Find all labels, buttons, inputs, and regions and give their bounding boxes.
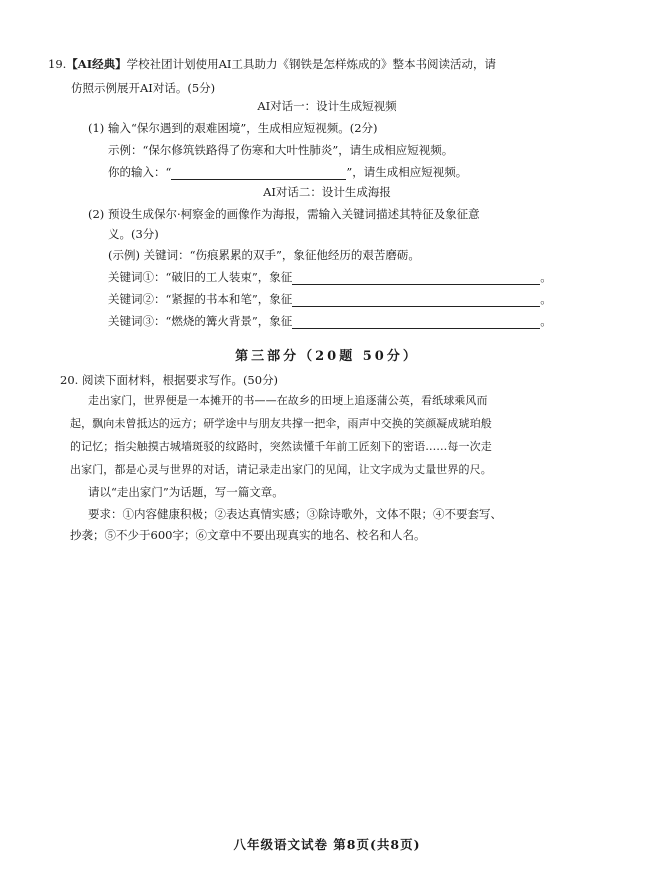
q19-stem-line1 <box>48 56 496 72</box>
dialog2-title: AI对话二：设计生成海报 <box>263 185 391 199</box>
q19-stem-text: 学校社团计划使用AI工具助力《钢铁是怎样炼成的》整本书阅读活动，请 <box>126 57 496 71</box>
q20-requirements-line1: 要求：①内容健康积极；②表达真情实感；③除诗歌外，文体不限；④不要套写、 <box>88 507 502 521</box>
keyword-prefix: 关键词③：“燃烧的篝火背景”，象征 <box>108 314 293 328</box>
material-line-4: 出家门，都是心灵与世界的对话，请记录走出家门的见闻，让文字成为丈量世界的尺。 <box>70 463 492 476</box>
material-line-3: 的记忆；指尖触摸古城墙斑驳的纹路时，突然读懂千年前工匠刻下的密语……每一次走 <box>70 440 492 453</box>
keyword-line-1 <box>108 269 552 285</box>
section3-title: 第三部分（20题 50分） <box>235 349 419 364</box>
q19-part1-input-line <box>108 164 467 180</box>
q20-instruction: 请以“走出家门”为话题，写一篇文章。 <box>88 485 284 499</box>
q19-part2-example: (示例) 关键词：“伤痕累累的双手”，象征他经历的艰苦磨砺。 <box>108 248 420 262</box>
keyword-suffix: 。 <box>540 292 552 306</box>
q20-requirements-line2: 抄袭；⑤不少于600字；⑥文章中不要出现真实的地名、校名和人名。 <box>70 528 426 542</box>
answer-blank-2[interactable] <box>292 272 540 285</box>
q19-part1-line1: (1) 输入“保尔遇到的艰难困境”，生成相应短视频。(2分) <box>88 121 378 135</box>
dialog1-title: AI对话一：设计生成短视频 <box>257 99 397 113</box>
q19-part2-line1: (2) 预设生成保尔·柯察金的画像作为海报，需输入关键词描述其特征及象征意 <box>88 207 480 221</box>
keyword-line-3 <box>108 313 552 329</box>
q19-part1-input-prefix: 你的输入：“ <box>108 165 172 179</box>
keyword-suffix: 。 <box>540 314 552 328</box>
q19-stem-line2: 仿照示例展开AI对话。(5分) <box>71 81 216 95</box>
q19-number: 19. <box>48 57 67 71</box>
q20-stem: 20. 阅读下面材料，根据要求写作。(50分) <box>60 373 279 387</box>
keyword-prefix: 关键词①：“破旧的工人装束”，象征 <box>108 270 293 284</box>
q19-part1-example: 示例：“保尔修筑铁路得了伤寒和大叶性肺炎”，请生成相应短视频。 <box>108 143 454 157</box>
material-line-1: 走出家门，世界便是一本摊开的书——在故乡的田埂上追逐蒲公英，看纸球乘风而 <box>88 394 488 407</box>
material-line-2: 起，飘向未曾抵达的远方；研学途中与朋友共撑一把伞，雨声中交换的笑颜凝成琥珀般 <box>70 417 492 430</box>
q19-part1-input-suffix: ”，请生成相应短视频。 <box>346 165 468 179</box>
answer-blank-1[interactable] <box>171 167 346 180</box>
answer-blank-3[interactable] <box>292 294 540 307</box>
keyword-suffix: 。 <box>540 270 552 284</box>
keyword-prefix: 关键词②：“紧握的书本和笔”，象征 <box>108 292 293 306</box>
keyword-line-2 <box>108 291 552 307</box>
page-footer: 八年级语文试卷 第8页(共8页) <box>233 837 421 852</box>
answer-blank-4[interactable] <box>292 316 540 329</box>
q19-part2-line2: 义。(3分) <box>108 227 159 241</box>
q19-tag: 【AI经典】 <box>66 57 127 71</box>
